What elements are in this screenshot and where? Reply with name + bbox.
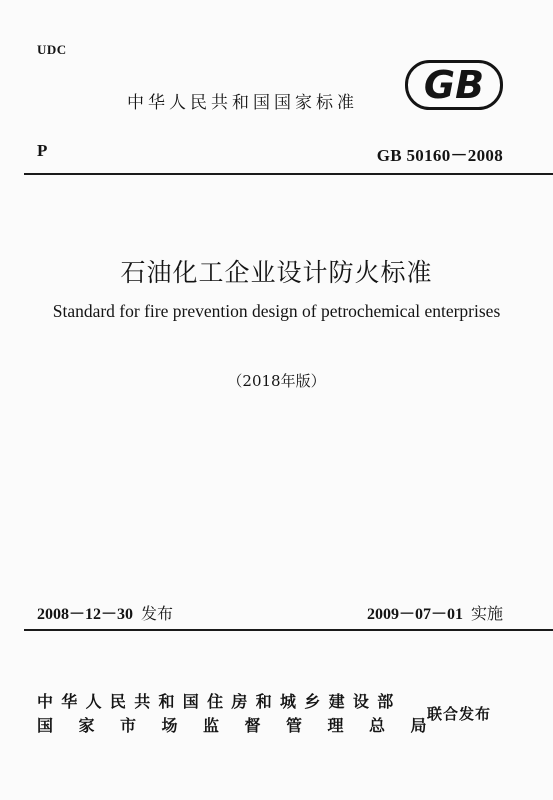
udc-label: UDC (37, 42, 67, 57)
joint-issue-label: 联合发布 (427, 705, 492, 723)
gb-logo-text: GB (423, 63, 485, 107)
issuer-ministry: 中华人民共和国住房和城乡建设部 (37, 692, 402, 711)
gb-logo-icon (405, 60, 503, 110)
classification-code: P (37, 141, 48, 160)
implement-date: 2009－07－01 (366, 606, 463, 623)
implement-label: 实施 (470, 604, 503, 623)
issue-date: 2008－12－30 (37, 606, 134, 623)
title-chinese: 石油化工企业设计防火标准 (120, 258, 433, 287)
issue-date-block (37, 601, 173, 624)
title-english: Standard for fire prevention design of petrochemical enterprises (52, 301, 501, 321)
standard-number: GB 50160－2008 (376, 146, 503, 165)
implement-date-block (367, 601, 503, 624)
issue-label: 发布 (141, 604, 174, 623)
issuing-authorities (37, 690, 452, 738)
bottom-divider (24, 629, 553, 631)
top-divider (24, 173, 553, 175)
national-standard-heading: 中华人民共和国国家标准 (127, 93, 358, 113)
issuer-administration: 国家市场监督管理总局 (37, 716, 453, 735)
edition-label: （2018年版） (227, 372, 326, 390)
